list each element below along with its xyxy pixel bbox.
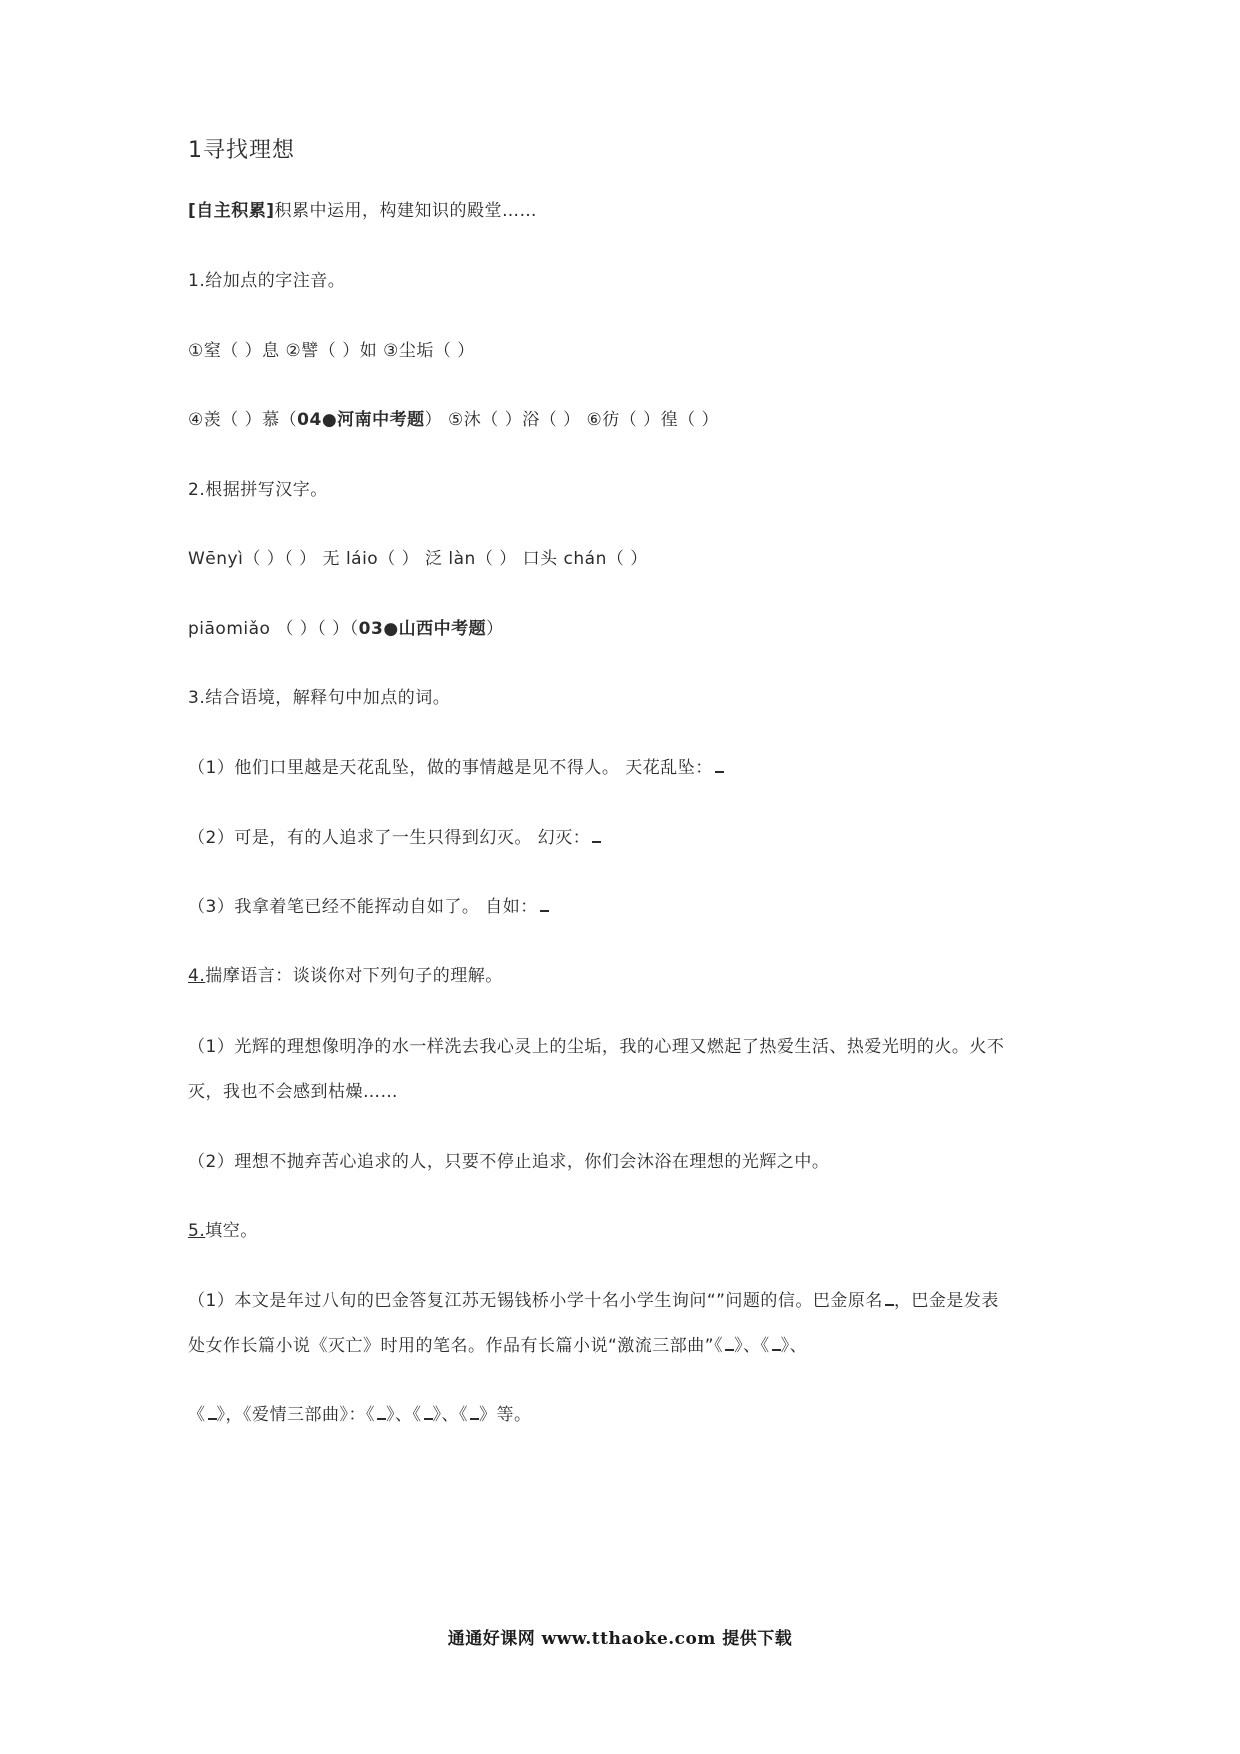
answer-blank[interactable] [715, 756, 724, 773]
q5-line2-c: 》、 [780, 1336, 808, 1356]
answer-blank[interactable] [208, 1403, 217, 1420]
answer-blank[interactable] [592, 826, 601, 843]
q3-stem: 3.结合语境，解释句中加点的词。 [188, 688, 451, 708]
answer-blank[interactable] [540, 895, 549, 912]
answer-blank[interactable] [885, 1289, 894, 1306]
q2-line2-a: piāomiǎo （ ）（ ）（ [188, 619, 359, 639]
q3-item [188, 895, 549, 919]
q2-line2-b: ） [486, 619, 504, 639]
q5-line3-a: 《 [188, 1405, 206, 1425]
q5-line3 [188, 1403, 532, 1427]
answer-blank[interactable] [772, 1334, 781, 1351]
footer-credit: 通通好课网 www.tthaoke.com 提供下载 [447, 1629, 793, 1649]
answer-blank[interactable] [424, 1403, 433, 1420]
q1-line2 [188, 408, 719, 432]
q5-line1-b: ，巴金是发表 [893, 1291, 999, 1311]
q4-number: 4. [188, 966, 206, 986]
q5-stem-text: 填空。 [205, 1221, 258, 1241]
q1-line1: ①窒（ ）息 ②譬（ ）如 ③尘垢（ ） [188, 341, 475, 361]
q1-source: 04●河南中考题 [297, 410, 425, 430]
q4-item1-line1: （1）光辉的理想像明净的水一样洗去我心灵上的尘垢，我的心理又燃起了热爱生活、热爱光明的火。火不 [188, 1037, 1005, 1057]
q3-item-text: （2）可是，有的人追求了一生只得到幻灭。 幻灭： [188, 828, 591, 848]
intro-bracket: [自主积累] [188, 201, 275, 221]
q2-line1: Wēnyì（ ）（ ） 无 láio（ ） 泛 làn（ ） 口头 chán（ ） [188, 549, 648, 569]
q5-stem [188, 1219, 258, 1243]
page-title: 1寻找理想 [188, 138, 295, 163]
q5-line3-b: 》，《爱情三部曲》：《 [216, 1405, 375, 1425]
q4-stem [188, 964, 503, 988]
q4-item1-line2: 灭，我也不会感到枯燥…… [188, 1082, 398, 1102]
q4-stem-text: 揣摩语言：谈谈你对下列句子的理解。 [205, 966, 503, 986]
answer-blank[interactable] [725, 1334, 734, 1351]
q5-line3-e: 》等。 [479, 1405, 532, 1425]
intro-line [188, 199, 537, 223]
answer-blank[interactable] [470, 1403, 479, 1420]
q5-line2-b: 》、《 [734, 1336, 770, 1356]
q4-item2: （2）理想不抛弃苦心追求的人，只要不停止追求，你们会沐浴在理想的光辉之中。 [188, 1152, 830, 1172]
q5-line1-a: （1）本文是年过八旬的巴金答复江苏无锡钱桥小学十名小学生询问“”问题的信。巴金原名 [188, 1291, 883, 1311]
intro-text: 积累中运用，构建知识的殿堂…… [274, 201, 538, 221]
q5-number: 5. [188, 1221, 206, 1241]
q5-line1 [188, 1289, 999, 1313]
q2-stem: 2.根据拼写汉字。 [188, 480, 328, 500]
answer-blank[interactable] [377, 1403, 386, 1420]
q1-line2-b: ） ⑤沐（ ）浴（ ） ⑥彷（ ）徨（ ） [424, 410, 720, 430]
q5-line2-a: 处女作长篇小说《灭亡》时用的笔名。作品有长篇小说“激流三部曲”《 [188, 1336, 724, 1356]
q1-stem: 1.给加点的字注音。 [188, 271, 346, 291]
q1-line2-a: ④羡（ ）慕（ [188, 410, 298, 430]
q3-item-text: （3）我拿着笔已经不能挥动自如了。 自如： [188, 897, 538, 917]
q3-item [188, 826, 601, 850]
q5-line3-c: 》、《 [386, 1405, 422, 1425]
q5-line3-d: 》、《 [432, 1405, 468, 1425]
q3-item-text: （1）他们口里越是天花乱坠，做的事情越是见不得人。 天花乱坠： [188, 758, 713, 778]
q2-line2 [188, 617, 504, 641]
q5-line2 [188, 1334, 807, 1358]
q3-item [188, 756, 724, 780]
q2-source: 03●山西中考题 [358, 619, 487, 639]
